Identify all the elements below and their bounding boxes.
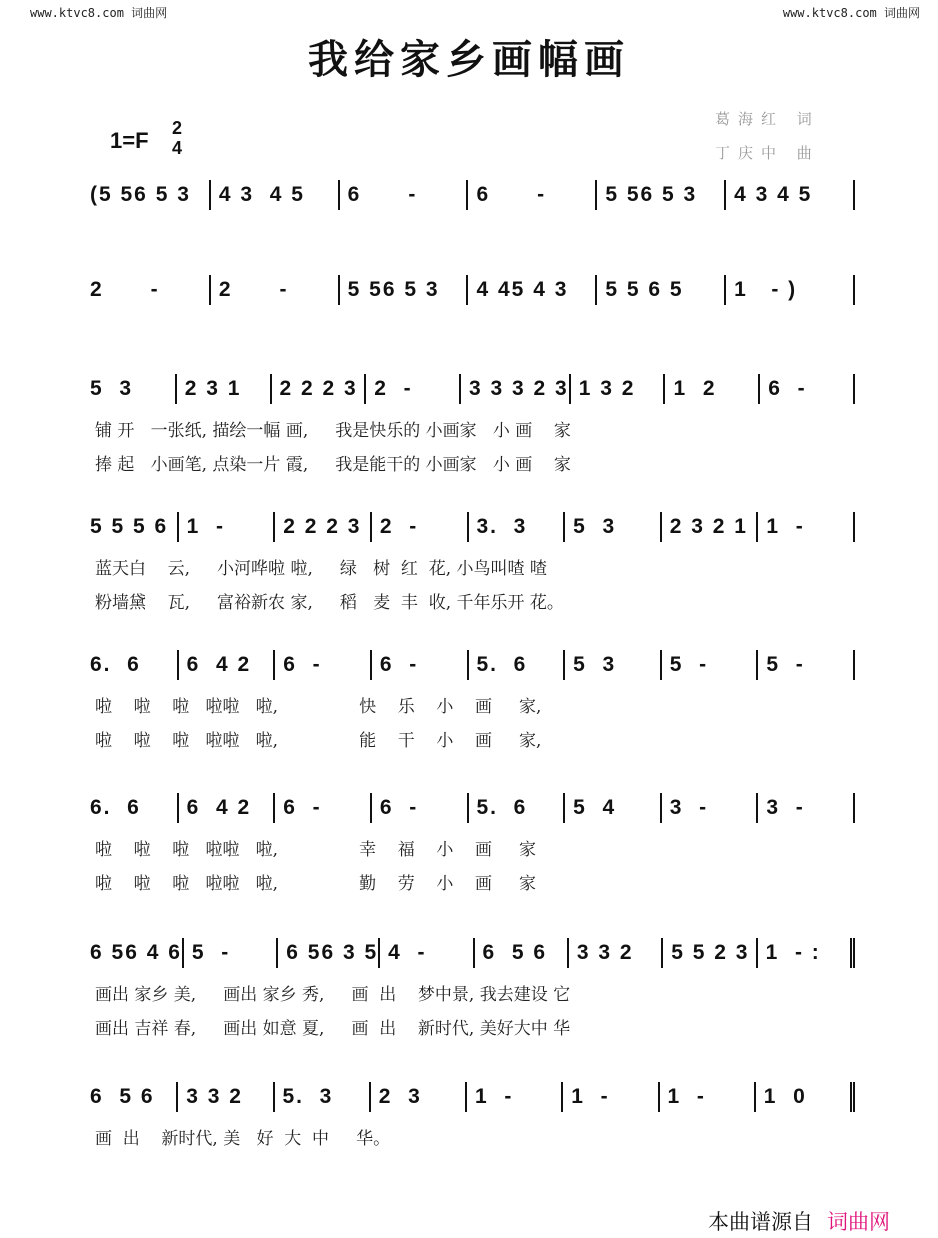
lyric-line: 画 出 新时代, 美 好 大 中 华。	[95, 1129, 391, 1149]
measure: 6 -	[338, 180, 467, 210]
measure: 3 -	[756, 793, 853, 823]
measure: 5. 3	[273, 1082, 369, 1112]
measure: 2 -	[90, 278, 160, 301]
measure: 2 2 2 3	[273, 512, 370, 542]
lyric-line: 捧 起 小画笔, 点染一片 霞, 我是能干的 小画家 小 画 家	[95, 455, 571, 475]
measure: 5 -	[182, 938, 276, 968]
measure: 1 -	[177, 512, 274, 542]
measure: 6 -	[370, 793, 467, 823]
measure: 5 56 5 3	[338, 275, 467, 305]
notation-row	[90, 1082, 855, 1112]
time-signature-top: 2	[172, 118, 183, 138]
key-signature: 1=F	[110, 128, 149, 153]
measure: 2 2 2 3	[270, 374, 365, 404]
measure: 6 56 3 5	[276, 938, 378, 968]
measure: 5 5 6 5	[595, 275, 724, 305]
time-signature-bottom: 4	[172, 138, 183, 158]
measure: 4 -	[378, 938, 472, 968]
measure: 1 - )	[724, 275, 853, 305]
time-signature	[172, 118, 182, 158]
notation-row	[90, 374, 855, 404]
measure: 4 45 4 3	[466, 275, 595, 305]
measure: 6 -	[273, 793, 370, 823]
measure: 6 4 2	[177, 793, 274, 823]
measure: 5 5 5 6	[90, 515, 169, 538]
lyric-line: 粉墙黛 瓦, 富裕新农 家, 稻 麦 丰 收, 千年乐开 花。	[95, 593, 564, 613]
measure: 2 3	[369, 1082, 465, 1112]
measure: 6 5 6	[90, 1085, 155, 1108]
measure: 2 -	[364, 374, 459, 404]
measure: 6. 6	[90, 653, 141, 676]
measure: 6 -	[466, 180, 595, 210]
measure: 3 3 2	[176, 1082, 272, 1112]
measure: 1 -	[756, 512, 853, 542]
measure: 5 4	[563, 793, 660, 823]
measure: (5 56 5 3	[90, 183, 191, 206]
notation-row	[90, 180, 855, 210]
measure: 1 - :	[756, 938, 850, 968]
measure: 3 3 3 2 3	[459, 374, 569, 404]
measure: 5 -	[660, 650, 757, 680]
measure: 1 3 2	[569, 374, 664, 404]
measure: 2 3 2 1	[660, 512, 757, 542]
notation-row	[90, 938, 855, 968]
measure: 6 -	[758, 374, 853, 404]
measure: 5 -	[756, 650, 853, 680]
measure: 1 -	[561, 1082, 657, 1112]
measure: 1 0	[754, 1082, 850, 1112]
measure: 4 3 4 5	[209, 180, 338, 210]
measure: 2 -	[370, 512, 467, 542]
lyric-line: 啦 啦 啦 啦啦 啦, 能 干 小 画 家,	[95, 731, 542, 751]
measure: 5 3	[563, 650, 660, 680]
measure: 5 3	[563, 512, 660, 542]
measure: 5 5 2 3	[661, 938, 755, 968]
measure: 6 4 2	[177, 650, 274, 680]
measure: 4 3 4 5	[724, 180, 853, 210]
watermark-left: www.ktvc8.com 词曲网	[30, 6, 168, 20]
measure: 6 56 4 6	[90, 941, 182, 964]
measure: 2 3 1	[175, 374, 270, 404]
measure: 6 5 6	[473, 938, 567, 968]
source-label: 本曲谱源自	[708, 1210, 813, 1234]
lyric-line: 啦 啦 啦 啦啦 啦, 勤 劳 小 画 家	[95, 874, 536, 894]
notation-row	[90, 512, 855, 542]
measure: 1 -	[465, 1082, 561, 1112]
watermark-right: www.ktvc8.com 词曲网	[782, 6, 920, 20]
lyric-line: 铺 开 一张纸, 描绘一幅 画, 我是快乐的 小画家 小 画 家	[95, 421, 571, 441]
measure: 5. 6	[467, 793, 564, 823]
lyric-line: 画出 吉祥 春, 画出 如意 夏, 画 出 新时代, 美好大中 华	[95, 1019, 571, 1039]
lyric-line: 啦 啦 啦 啦啦 啦, 快 乐 小 画 家,	[95, 697, 542, 717]
measure: 1 2	[663, 374, 758, 404]
measure: 3 3 2	[567, 938, 661, 968]
measure: 5 3	[90, 377, 134, 400]
lyric-line: 画出 家乡 美, 画出 家乡 秀, 画 出 梦中景, 我去建设 它	[95, 985, 571, 1005]
measure: 6. 6	[90, 796, 141, 819]
lyric-line: 啦 啦 啦 啦啦 啦, 幸 福 小 画 家	[95, 840, 536, 860]
measure: 6 -	[273, 650, 370, 680]
notation-row	[90, 275, 855, 305]
measure: 6 -	[370, 650, 467, 680]
measure: 5. 6	[467, 650, 564, 680]
measure: 5 56 5 3	[595, 180, 724, 210]
brand-logo: 词曲网	[827, 1210, 890, 1234]
composer-credit: 丁庆中 曲	[715, 144, 820, 162]
measure: 3 -	[660, 793, 757, 823]
song-title: 我给家乡画幅画	[308, 36, 630, 83]
measure: 1 -	[658, 1082, 754, 1112]
notation-row	[90, 793, 855, 823]
lyric-line: 蓝天白 云, 小河哗啦 啦, 绿 树 红 花, 小鸟叫喳 喳	[95, 559, 547, 579]
lyricist-credit: 葛海红 词	[715, 110, 820, 128]
measure: 2 -	[209, 275, 338, 305]
notation-row	[90, 650, 855, 680]
source-footer	[708, 1206, 890, 1236]
measure: 3. 3	[467, 512, 564, 542]
